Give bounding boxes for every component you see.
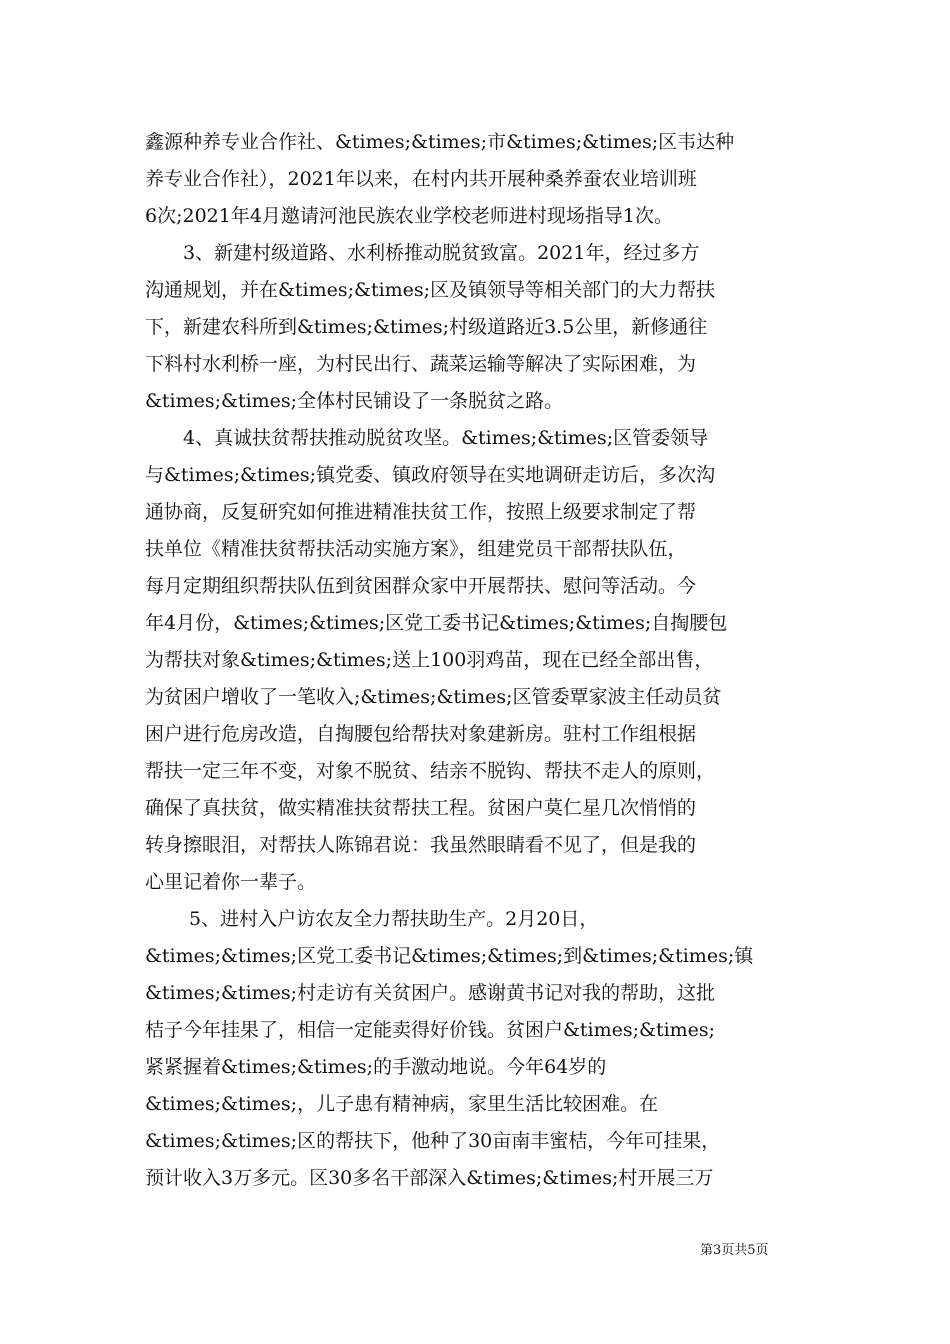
- text-line: 紧紧握着&times;&times;的手激动地说。今年64岁的: [145, 1056, 607, 1078]
- text-line: &times;&times;村走访有关贫困户。感谢黄书记对我的帮助，这批: [145, 982, 716, 1004]
- text-line: 与&times;&times;镇党委、镇政府领导在实地调研走访后，多次沟: [145, 464, 716, 486]
- text-line: 3、新建村级道路、水利桥推动脱贫致富。2021年，经过多方: [145, 242, 700, 264]
- text-line: 下，新建农科所到&times;&times;村级道路近3.5公里，新修通往: [145, 316, 708, 338]
- text-line: &times;&times;全体村民铺设了一条脱贫之路。: [145, 390, 564, 412]
- text-line: 养专业合作社），2021年以来，在村内共开展种桑养蚕农业培训班: [145, 168, 697, 190]
- text-line: 6次;2021年4月邀请河池民族农业学校老师进村现场指导1次。: [145, 205, 674, 227]
- text-line: 5、进村入户访农友全力帮扶助生产。2月20日，: [145, 908, 599, 930]
- text-line: 扶单位《精准扶贫帮扶活动实施方案》，组建党员干部帮扶队伍，: [145, 538, 687, 560]
- text-line: 转身擦眼泪，对帮扶人陈锦君说：我虽然眼睛看不见了，但是我的: [145, 834, 697, 856]
- text-line: 下料村水利桥一座，为村民出行、蔬菜运输等解决了实际困难，为: [145, 353, 697, 375]
- text-line: 确保了真扶贫，做实精准扶贫帮扶工程。贫困户莫仁星几次悄悄的: [145, 797, 697, 819]
- text-line: 困户进行危房改造，自掏腰包给帮扶对象建新房。驻村工作组根据: [145, 723, 697, 745]
- page-number: 第3页共5页: [700, 1243, 769, 1258]
- text-line: 预计收入3万多元。区30多名干部深入&times;&times;村开展三万: [145, 1167, 714, 1189]
- text-line: 每月定期组织帮扶队伍到贫困群众家中开展帮扶、慰问等活动。今: [145, 575, 697, 597]
- text-line: 桔子今年挂果了，相信一定能卖得好价钱。贫困户&times;&times;: [145, 1019, 716, 1041]
- text-line: &times;&times;区党工委书记&times;&times;到&times;&times;镇: [145, 945, 754, 967]
- text-line: 心里记着你一辈子。: [145, 871, 317, 893]
- text-line: 4、真诚扶贫帮扶推动脱贫攻坚。&times;&times;区管委领导: [145, 427, 709, 449]
- text-line: 为帮扶对象&times;&times;送上100羽鸡苗，现在已经全部出售，: [145, 649, 714, 671]
- text-line: 帮扶一定三年不变，对象不脱贫、结亲不脱钩、帮扶不走人的原则，: [145, 760, 716, 782]
- text-line: 通协商，反复研究如何推进精准扶贫工作，按照上级要求制定了帮: [145, 501, 697, 523]
- text-line: 为贫困户增收了一笔收入;&times;&times;区管委覃家波主任动员贫: [145, 686, 722, 708]
- text-line: 沟通规划，并在&times;&times;区及镇领导等相关部门的大力帮扶: [145, 279, 716, 301]
- text-line: 年4月份，&times;&times;区党工委书记&times;&times;自掏腰包: [145, 612, 728, 634]
- text-line: &times;&times;区的帮扶下，他种了30亩南丰蜜桔，今年可挂果，: [145, 1130, 721, 1152]
- text-line: &times;&times;，儿子患有精神病，家里生活比较困难。在: [145, 1093, 659, 1115]
- text-line: 鑫源种养专业合作社、&times;&times;市&times;&times;区韦达种: [145, 131, 735, 153]
